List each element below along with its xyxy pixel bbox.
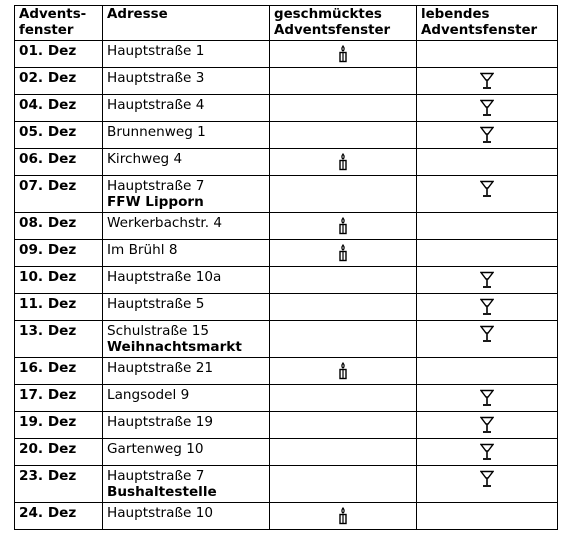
candle-icon [270,153,416,171]
table-row [15,466,558,503]
living-window-cell [417,358,558,385]
header-lebendes [417,6,558,41]
date-cell: 11. Dez [15,294,103,321]
address-cell [103,294,270,321]
living-window-cell [417,294,558,321]
living-window-cell [417,321,558,358]
table-row [15,95,558,122]
header-adventsfenster-text: Advents- fenster [19,7,87,38]
address-text: Hauptstraße 5 [107,296,205,312]
decorated-window-cell [270,503,417,530]
living-window-cell [417,503,558,530]
table-row [15,267,558,294]
decorated-window-cell [270,213,417,240]
date-cell: 05. Dez [15,122,103,149]
glass-icon [417,126,557,144]
table-row [15,41,558,68]
date-cell: 24. Dez [15,503,103,530]
address-cell [103,358,270,385]
address-cell [103,267,270,294]
date-cell: 23. Dez [15,466,103,503]
address-note: Bushaltestelle [107,484,217,500]
address-text: Werkerbachstr. 4 [107,215,223,231]
glass-icon [417,389,557,407]
date-cell: 01. Dez [15,41,103,68]
living-window-cell [417,412,558,439]
decorated-window-cell [270,68,417,95]
table-row [15,122,558,149]
header-lebendes-text: lebendes Adventsfenster [421,7,538,38]
address-cell [103,176,270,213]
address-text: Hauptstraße 3 [107,70,205,86]
decorated-window-cell [270,466,417,503]
glass-icon [417,298,557,316]
decorated-window-cell [270,95,417,122]
table-row [15,358,558,385]
address-cell [103,149,270,176]
address-text: Hauptstraße 4 [107,97,205,113]
living-window-cell [417,176,558,213]
decorated-window-cell [270,321,417,358]
address-cell [103,385,270,412]
address-cell [103,213,270,240]
living-window-cell [417,385,558,412]
address-text: Hauptstraße 10 [107,505,214,521]
address-cell [103,41,270,68]
address-cell [103,439,270,466]
address-text: Schulstraße 15 [107,323,209,339]
table-row [15,68,558,95]
address-cell [103,412,270,439]
date-cell: 04. Dez [15,95,103,122]
date-cell: 20. Dez [15,439,103,466]
glass-icon [417,271,557,289]
date-cell: 17. Dez [15,385,103,412]
address-text: Im Brühl 8 [107,242,178,258]
address-note: FFW Lipporn [107,194,204,210]
address-text: Langsodel 9 [107,387,190,403]
decorated-window-cell [270,176,417,213]
candle-icon [270,507,416,525]
glass-icon [417,72,557,90]
header-geschmuecktes-text: geschmücktes Adventsfenster [274,7,391,38]
table-row [15,240,558,267]
decorated-window-cell [270,240,417,267]
table-row [15,294,558,321]
candle-icon [270,217,416,235]
address-text: Hauptstraße 7 [107,468,205,484]
address-text: Hauptstraße 19 [107,414,214,430]
glass-icon [417,416,557,434]
date-cell: 06. Dez [15,149,103,176]
address-note: Weihnachtsmarkt [107,339,242,355]
date-cell: 09. Dez [15,240,103,267]
date-cell: 02. Dez [15,68,103,95]
table-row [15,412,558,439]
decorated-window-cell [270,267,417,294]
living-window-cell [417,466,558,503]
table-row [15,321,558,358]
address-text: Hauptstraße 10a [107,269,222,285]
header-row [15,6,558,41]
living-window-cell [417,122,558,149]
table-row [15,503,558,530]
living-window-cell [417,213,558,240]
address-text: Gartenweg 10 [107,441,204,457]
date-cell: 08. Dez [15,213,103,240]
decorated-window-cell [270,122,417,149]
decorated-window-cell [270,439,417,466]
decorated-window-cell [270,385,417,412]
living-window-cell [417,68,558,95]
address-cell [103,321,270,358]
address-text: Hauptstraße 1 [107,43,205,59]
address-text: Hauptstraße 7 [107,178,205,194]
decorated-window-cell [270,149,417,176]
advent-calendar-table [14,5,558,530]
living-window-cell [417,240,558,267]
living-window-cell [417,439,558,466]
header-adresse [103,6,270,41]
address-cell [103,466,270,503]
candle-icon [270,45,416,63]
glass-icon [417,99,557,117]
date-cell: 16. Dez [15,358,103,385]
address-cell [103,68,270,95]
table-row [15,149,558,176]
decorated-window-cell [270,358,417,385]
address-cell [103,122,270,149]
address-cell [103,503,270,530]
glass-icon [417,470,557,488]
address-cell [103,240,270,267]
glass-icon [417,443,557,461]
date-cell: 19. Dez [15,412,103,439]
living-window-cell [417,41,558,68]
date-cell: 13. Dez [15,321,103,358]
glass-icon [417,180,557,198]
header-adventsfenster [15,6,103,41]
address-text: Hauptstraße 21 [107,360,214,376]
date-cell: 07. Dez [15,176,103,213]
table-row [15,385,558,412]
table-row [15,439,558,466]
table-row [15,176,558,213]
address-text: Kirchweg 4 [107,151,183,167]
address-text: Brunnenweg 1 [107,124,206,140]
address-cell [103,95,270,122]
decorated-window-cell [270,412,417,439]
living-window-cell [417,95,558,122]
living-window-cell [417,149,558,176]
glass-icon [417,325,557,343]
candle-icon [270,244,416,262]
decorated-window-cell [270,294,417,321]
decorated-window-cell [270,41,417,68]
table-row [15,213,558,240]
living-window-cell [417,267,558,294]
header-geschmuecktes [270,6,417,41]
header-adresse-text: Adresse [107,7,168,22]
candle-icon [270,362,416,380]
date-cell: 10. Dez [15,267,103,294]
